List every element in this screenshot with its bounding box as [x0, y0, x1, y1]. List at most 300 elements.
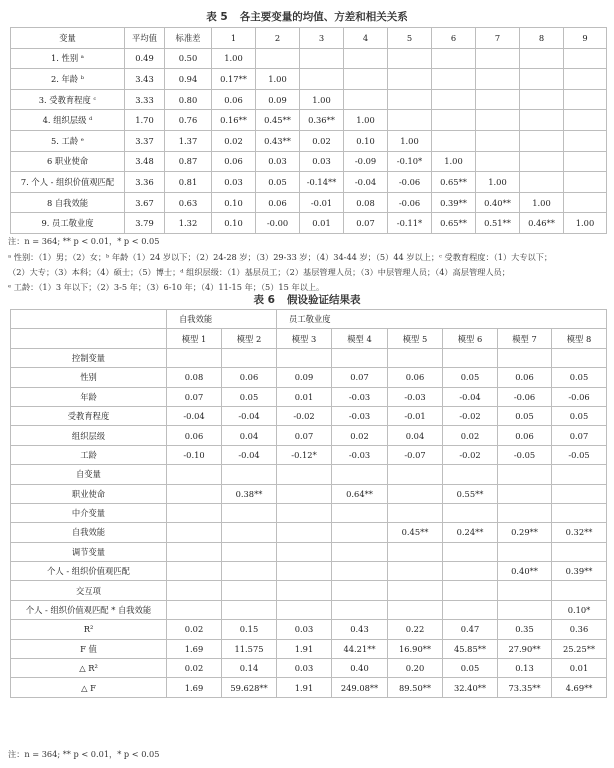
table6-value-cell: 0.45**: [388, 523, 443, 542]
table6-variable-cell: 自变量: [11, 465, 167, 484]
table6-value-cell: 0.06: [498, 426, 552, 445]
table5-value-cell: 0.65**: [432, 172, 476, 193]
table6-value-cell: [443, 542, 498, 561]
table6-value-cell: -0.03: [332, 387, 388, 406]
table5-title: 各主要变量的均值、方差和相关关系: [239, 11, 408, 23]
table5-value-cell: 0.05: [256, 172, 300, 193]
table6-value-cell: [222, 523, 277, 542]
table5-value-cell: [300, 48, 344, 69]
table5-row: [11, 213, 607, 234]
table6-variable-cell: 交互项: [11, 581, 167, 600]
table6: [10, 309, 607, 698]
table6-value-cell: [167, 600, 222, 619]
table5-value-cell: 0.10: [212, 213, 256, 234]
table6-value-cell: [277, 562, 332, 581]
table6-value-cell: 45.85**: [443, 639, 498, 658]
table5-value-cell: -0.04: [344, 172, 388, 193]
table5-value-cell: 0.01: [300, 213, 344, 234]
table5-value-cell: 0.40**: [476, 192, 520, 213]
table5-value-cell: 3.37: [125, 130, 165, 151]
table6-row: [11, 659, 607, 678]
table6-value-cell: [498, 503, 552, 522]
table6-value-cell: [332, 562, 388, 581]
table5-value-cell: 0.02: [212, 130, 256, 151]
table5-value-cell: 1.00: [388, 130, 432, 151]
table6-value-cell: [277, 348, 332, 367]
table5-header-row: [11, 28, 607, 49]
table6-row: [11, 523, 607, 542]
table6-value-cell: 0.06: [167, 426, 222, 445]
table6-value-cell: 0.35: [498, 620, 552, 639]
table5-value-cell: [476, 130, 520, 151]
table5-value-cell: [520, 172, 564, 193]
table5-value-cell: 0.51**: [476, 213, 520, 234]
table6-row: [11, 368, 607, 387]
table6-value-cell: [167, 523, 222, 542]
table6-value-cell: [167, 562, 222, 581]
table6-model-header-cell: 模型 3: [277, 329, 332, 348]
table6-value-cell: 0.08: [167, 368, 222, 387]
table5-header-cell: 变量: [11, 28, 125, 49]
table6-value-cell: [498, 600, 552, 619]
table6-value-cell: 0.07: [332, 368, 388, 387]
table6-value-cell: [443, 503, 498, 522]
table5-row: [11, 69, 607, 90]
table6-value-cell: [277, 465, 332, 484]
table6-variable-cell: 自我效能: [11, 523, 167, 542]
table5-value-cell: 0.46**: [520, 213, 564, 234]
table6-value-cell: 59.628**: [222, 678, 277, 697]
table5-value-cell: 0.63: [165, 192, 212, 213]
table6-value-cell: [222, 503, 277, 522]
table6-value-cell: [332, 523, 388, 542]
table5-value-cell: [432, 69, 476, 90]
table6-value-cell: [332, 581, 388, 600]
table5-value-cell: 0.10: [344, 130, 388, 151]
group-header-engagement: 员工敬业度: [277, 310, 607, 329]
table6-value-cell: [443, 348, 498, 367]
table5-row: [11, 89, 607, 110]
table5-caption: [0, 9, 614, 24]
table6-value-cell: 0.09: [277, 368, 332, 387]
table6-row: [11, 542, 607, 561]
table5-value-cell: 0.45**: [256, 110, 300, 131]
table5-value-cell: [564, 48, 607, 69]
table6-row: [11, 387, 607, 406]
table6-variable-cell: 控制变量: [11, 348, 167, 367]
table5-value-cell: [388, 89, 432, 110]
table5-value-cell: 0.80: [165, 89, 212, 110]
table6-value-cell: -0.01: [388, 406, 443, 425]
table5-value-cell: 3.48: [125, 151, 165, 172]
table6-caption: [0, 292, 614, 307]
table6-variable-cell: 中介变量: [11, 503, 167, 522]
table6-value-cell: [552, 348, 607, 367]
table6-value-cell: 89.50**: [388, 678, 443, 697]
table6-value-cell: 0.55**: [443, 484, 498, 503]
table6-row: [11, 600, 607, 619]
table5-value-cell: [432, 130, 476, 151]
table6-value-cell: 0.02: [332, 426, 388, 445]
table5-row: [11, 130, 607, 151]
table6-value-cell: [552, 465, 607, 484]
table5-value-cell: 1.37: [165, 130, 212, 151]
table5-value-cell: [520, 151, 564, 172]
table6-value-cell: -0.03: [388, 387, 443, 406]
table5-value-cell: 0.50: [165, 48, 212, 69]
table5-value-cell: 0.03: [256, 151, 300, 172]
table5-value-cell: [564, 130, 607, 151]
table5-value-cell: 1.00: [300, 89, 344, 110]
table5-value-cell: [432, 48, 476, 69]
table6-row: [11, 445, 607, 464]
table6-value-cell: 0.05: [498, 406, 552, 425]
table6-value-cell: -0.12*: [277, 445, 332, 464]
table6-value-cell: -0.04: [222, 406, 277, 425]
table6-value-cell: [277, 484, 332, 503]
table6-value-cell: 0.13: [498, 659, 552, 678]
table6-value-cell: [167, 465, 222, 484]
table6-value-cell: 0.05: [552, 368, 607, 387]
table6-value-cell: [552, 484, 607, 503]
table5-value-cell: 1.00: [564, 213, 607, 234]
table6-value-cell: [277, 542, 332, 561]
table6-note: 注：n = 364; ** p < 0.01，* p < 0.05: [8, 749, 160, 759]
table5-value-cell: 0.76: [165, 110, 212, 131]
table5-value-cell: -0.11*: [388, 213, 432, 234]
table5-value-cell: 0.39**: [432, 192, 476, 213]
table6-value-cell: 32.40**: [443, 678, 498, 697]
table6-value-cell: -0.05: [552, 445, 607, 464]
table6-value-cell: 16.90**: [388, 639, 443, 658]
table6-value-cell: 0.07: [552, 426, 607, 445]
table5-variable-cell: 9. 员工敬业度: [11, 213, 125, 234]
table6-value-cell: -0.07: [388, 445, 443, 464]
table6-value-cell: 1.69: [167, 678, 222, 697]
table5-value-cell: [432, 89, 476, 110]
table5-number: 表 5: [206, 11, 228, 23]
group-header-self-efficacy: 自我效能: [167, 310, 277, 329]
table6-row: [11, 348, 607, 367]
table6-title: 假设验证结果表: [286, 294, 361, 306]
table6-variable-cell: 性别: [11, 368, 167, 387]
table6-value-cell: 0.03: [277, 659, 332, 678]
table6-value-cell: [552, 542, 607, 561]
table5-value-cell: [344, 48, 388, 69]
table5-value-cell: -0.06: [388, 172, 432, 193]
table5-variable-cell: 1. 性别 ᵃ: [11, 48, 125, 69]
table6-value-cell: [332, 600, 388, 619]
table5-value-cell: [388, 110, 432, 131]
table6-variable-cell: △ R²: [11, 659, 167, 678]
table6-row: [11, 620, 607, 639]
table6-value-cell: -0.03: [332, 406, 388, 425]
table6-row: [11, 426, 607, 445]
table5-value-cell: 3.36: [125, 172, 165, 193]
table6-value-cell: [498, 542, 552, 561]
table5-note-line: ᵃ 性别：（1）男；（2）女；ᵇ 年龄（1）24 岁以下；（2）24-28 岁；（3）29-33 岁；（4）34-44 岁；（5）44 岁以上；ᶜ 受教育程度：（1）大专以下；: [8, 252, 553, 262]
table6-model-header-cell: 模型 8: [552, 329, 607, 348]
table5-value-cell: -0.09: [344, 151, 388, 172]
table6-value-cell: 73.35**: [498, 678, 552, 697]
table5-value-cell: 1.32: [165, 213, 212, 234]
table6-row: [11, 562, 607, 581]
table6-row: [11, 581, 607, 600]
table6-value-cell: [552, 581, 607, 600]
table6-value-cell: -0.10: [167, 445, 222, 464]
table5-value-cell: [564, 89, 607, 110]
table6-value-cell: [222, 465, 277, 484]
table6-value-cell: 0.02: [443, 426, 498, 445]
table5-value-cell: 1.00: [344, 110, 388, 131]
table6-value-cell: 25.25**: [552, 639, 607, 658]
table5-value-cell: 0.06: [212, 89, 256, 110]
table5-header-cell: 标准差: [165, 28, 212, 49]
table5-value-cell: 0.09: [256, 89, 300, 110]
table6-blank-cell: [11, 329, 167, 348]
table5-value-cell: [476, 151, 520, 172]
table5-value-cell: 0.43**: [256, 130, 300, 151]
table6-value-cell: 0.36: [552, 620, 607, 639]
table5-value-cell: -0.14**: [300, 172, 344, 193]
table6-value-cell: 11.575: [222, 639, 277, 658]
table5-value-cell: 0.94: [165, 69, 212, 90]
table5-value-cell: 0.87: [165, 151, 212, 172]
table5-value-cell: 0.10: [212, 192, 256, 213]
table5: [10, 27, 607, 234]
table5-value-cell: [520, 110, 564, 131]
table6-row: [11, 406, 607, 425]
table6-value-cell: 1.69: [167, 639, 222, 658]
table6-value-cell: 0.05: [552, 406, 607, 425]
table5-header-cell: 8: [520, 28, 564, 49]
table5-row: [11, 48, 607, 69]
table5-header-cell: 5: [388, 28, 432, 49]
table6-value-cell: 0.64**: [332, 484, 388, 503]
table5-variable-cell: 4. 组织层级 ᵈ: [11, 110, 125, 131]
table5-header-cell: 6: [432, 28, 476, 49]
table6-value-cell: [332, 465, 388, 484]
table6-value-cell: 0.01: [277, 387, 332, 406]
table6-value-cell: 0.05: [443, 659, 498, 678]
table6-model-header-cell: 模型 1: [167, 329, 222, 348]
table5-variable-cell: 2. 年龄 ᵇ: [11, 69, 125, 90]
table6-value-cell: 0.43: [332, 620, 388, 639]
table6-value-cell: [222, 542, 277, 561]
table5-value-cell: [300, 69, 344, 90]
table5-value-cell: [256, 48, 300, 69]
table5-header-cell: 4: [344, 28, 388, 49]
table5-value-cell: [564, 172, 607, 193]
table6-value-cell: -0.05: [498, 445, 552, 464]
table5-value-cell: [476, 89, 520, 110]
table6-value-cell: 0.14: [222, 659, 277, 678]
table5-value-cell: 3.67: [125, 192, 165, 213]
table6-value-cell: 0.40**: [498, 562, 552, 581]
table6-value-cell: [498, 581, 552, 600]
table6-model-header-row: [11, 329, 607, 348]
table6-value-cell: [443, 581, 498, 600]
table6-value-cell: -0.06: [552, 387, 607, 406]
table5-value-cell: 0.02: [300, 130, 344, 151]
table6-value-cell: [222, 562, 277, 581]
table5-note-line: （2）大专；（3）本科；（4）硕士；（5）博士；ᵈ 组织层级：（1）基层员工；（2）基层管理人员；（3）中层管理人员；（4）高层管理人员；: [8, 267, 510, 277]
table6-value-cell: -0.02: [443, 445, 498, 464]
table6-value-cell: 0.02: [167, 659, 222, 678]
table5-value-cell: 0.36**: [300, 110, 344, 131]
table6-value-cell: -0.02: [277, 406, 332, 425]
table6-value-cell: [388, 503, 443, 522]
table6-value-cell: [277, 523, 332, 542]
table6-value-cell: 44.21**: [332, 639, 388, 658]
table6-value-cell: 0.40: [332, 659, 388, 678]
table5-value-cell: [520, 130, 564, 151]
table5-value-cell: 0.03: [300, 151, 344, 172]
table6-value-cell: [222, 600, 277, 619]
table5-row: [11, 110, 607, 131]
table6-value-cell: [388, 562, 443, 581]
table6-row: [11, 639, 607, 658]
table5-value-cell: -0.00: [256, 213, 300, 234]
table6-value-cell: 0.05: [443, 368, 498, 387]
table5-value-cell: 0.16**: [212, 110, 256, 131]
table6-group-header-row: [11, 310, 607, 329]
table5-value-cell: -0.01: [300, 192, 344, 213]
table6-value-cell: 0.38**: [222, 484, 277, 503]
table6-value-cell: 0.22: [388, 620, 443, 639]
table6-value-cell: -0.03: [332, 445, 388, 464]
table5-value-cell: 1.00: [212, 48, 256, 69]
table5-value-cell: [476, 110, 520, 131]
table6-value-cell: [388, 484, 443, 503]
table5-note-line: ᵉ 工龄：（1）3 年以下；（2）3-5 年；（3）6-10 年；（4）11-15 年；（5）15 年以上。: [8, 282, 325, 292]
table6-value-cell: 0.47: [443, 620, 498, 639]
table5-value-cell: 0.06: [212, 151, 256, 172]
table6-blank-cell: [11, 310, 167, 329]
table5-value-cell: [520, 48, 564, 69]
table5-row: [11, 151, 607, 172]
table5-value-cell: 3.43: [125, 69, 165, 90]
table6-value-cell: [167, 542, 222, 561]
table6-number: 表 6: [253, 294, 275, 306]
table5-value-cell: 0.06: [256, 192, 300, 213]
table5-header-cell: 2: [256, 28, 300, 49]
table6-value-cell: 0.07: [167, 387, 222, 406]
table6-value-cell: 0.05: [222, 387, 277, 406]
table5-value-cell: [388, 69, 432, 90]
table5-value-cell: [388, 48, 432, 69]
table6-value-cell: 0.06: [388, 368, 443, 387]
table5-variable-cell: 6 职业使命: [11, 151, 125, 172]
table6-value-cell: 0.20: [388, 659, 443, 678]
table6-value-cell: [498, 465, 552, 484]
table6-value-cell: -0.02: [443, 406, 498, 425]
table6-value-cell: [277, 581, 332, 600]
table6-model-header-cell: 模型 7: [498, 329, 552, 348]
table6-value-cell: [443, 465, 498, 484]
table5-variable-cell: 8 自我效能: [11, 192, 125, 213]
table5-header-cell: 9: [564, 28, 607, 49]
table6-value-cell: 4.69**: [552, 678, 607, 697]
table6-value-cell: [332, 503, 388, 522]
table6-value-cell: [443, 562, 498, 581]
table6-value-cell: 0.02: [167, 620, 222, 639]
table5-value-cell: 0.81: [165, 172, 212, 193]
table6-value-cell: [167, 581, 222, 600]
table6-value-cell: [388, 581, 443, 600]
table5-value-cell: 3.33: [125, 89, 165, 110]
table6-value-cell: 27.90**: [498, 639, 552, 658]
table5-value-cell: [564, 110, 607, 131]
table6-variable-cell: 组织层级: [11, 426, 167, 445]
table5-header-cell: 平均值: [125, 28, 165, 49]
table6-value-cell: 0.39**: [552, 562, 607, 581]
table6-value-cell: -0.04: [167, 406, 222, 425]
table6-value-cell: [167, 503, 222, 522]
table5-value-cell: [520, 69, 564, 90]
table5-variable-cell: 5. 工龄 ᵉ: [11, 130, 125, 151]
table6-value-cell: -0.04: [443, 387, 498, 406]
table6-value-cell: [332, 542, 388, 561]
table6-variable-cell: 调节变量: [11, 542, 167, 561]
table6-value-cell: [388, 465, 443, 484]
table6-value-cell: 0.10*: [552, 600, 607, 619]
table6-variable-cell: 工龄: [11, 445, 167, 464]
table6-value-cell: 0.24**: [443, 523, 498, 542]
table5-note: 注：n = 364; ** p < 0.01，* p < 0.05: [8, 236, 160, 246]
table5-row: [11, 172, 607, 193]
table6-value-cell: 0.29**: [498, 523, 552, 542]
table6-value-cell: 1.91: [277, 678, 332, 697]
table6-value-cell: [222, 581, 277, 600]
table6-value-cell: [222, 348, 277, 367]
table6-value-cell: 1.91: [277, 639, 332, 658]
table6-variable-cell: 职业使命: [11, 484, 167, 503]
table6-value-cell: [277, 600, 332, 619]
table6-value-cell: [498, 348, 552, 367]
table6-model-header-cell: 模型 4: [332, 329, 388, 348]
table5-value-cell: 0.03: [212, 172, 256, 193]
table6-variable-cell: F 值: [11, 639, 167, 658]
table6-value-cell: [167, 484, 222, 503]
table6-value-cell: 249.08**: [332, 678, 388, 697]
table6-model-header-cell: 模型 6: [443, 329, 498, 348]
table5-value-cell: 0.17**: [212, 69, 256, 90]
table5-variable-cell: 7. 个人 - 组织价值观匹配: [11, 172, 125, 193]
table6-row: [11, 465, 607, 484]
table5-header-cell: 3: [300, 28, 344, 49]
table5-value-cell: 1.00: [432, 151, 476, 172]
table5-value-cell: -0.06: [388, 192, 432, 213]
table6-value-cell: 0.07: [277, 426, 332, 445]
table5-value-cell: 1.00: [256, 69, 300, 90]
table6-value-cell: [167, 348, 222, 367]
table5-value-cell: 1.00: [476, 172, 520, 193]
table6-value-cell: [443, 600, 498, 619]
table5-value-cell: [564, 192, 607, 213]
table6-value-cell: [388, 600, 443, 619]
table6-value-cell: 0.04: [388, 426, 443, 445]
table6-value-cell: -0.04: [222, 445, 277, 464]
table6-value-cell: [388, 542, 443, 561]
table6-variable-cell: 个人 - 组织价值观匹配: [11, 562, 167, 581]
table5-header-cell: 1: [212, 28, 256, 49]
table6-value-cell: 0.32**: [552, 523, 607, 542]
table5-value-cell: [520, 89, 564, 110]
table5-value-cell: 0.49: [125, 48, 165, 69]
table5-value-cell: [476, 48, 520, 69]
table5-row: [11, 192, 607, 213]
